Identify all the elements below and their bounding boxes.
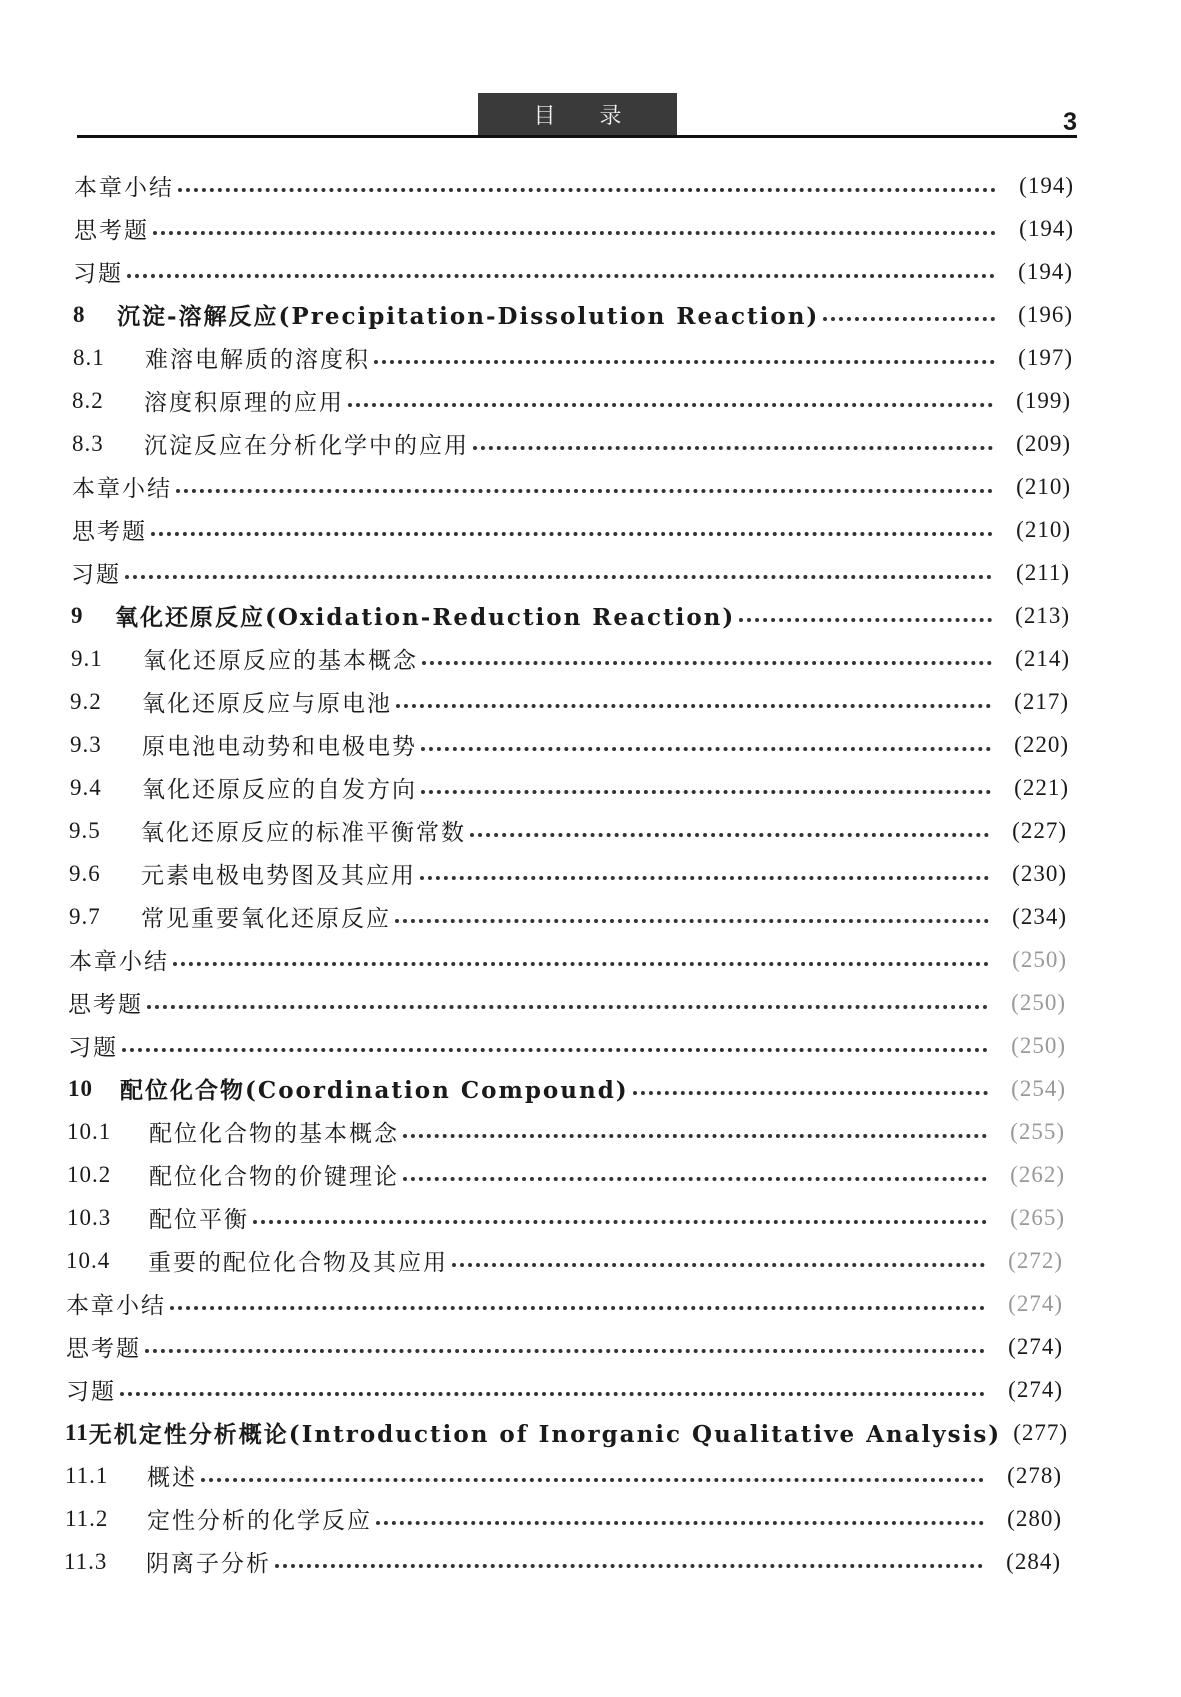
entry-number: 11 bbox=[65, 1419, 89, 1445]
dot-leader bbox=[127, 274, 995, 278]
entry-page: (250) bbox=[1011, 1032, 1066, 1058]
dot-leader bbox=[452, 1263, 985, 1267]
toc-entry[interactable] bbox=[70, 766, 1069, 809]
entry-page: (194) bbox=[1019, 172, 1074, 198]
dot-leader bbox=[633, 1091, 988, 1095]
toc-entry[interactable] bbox=[70, 723, 1069, 766]
dot-leader bbox=[120, 1392, 985, 1396]
entry-title: 无机定性分析概论(Introduction of Inorganic Qualitative Analysis) bbox=[88, 1421, 1002, 1448]
dot-leader bbox=[176, 489, 993, 493]
entry-number: 8.1 bbox=[73, 344, 105, 370]
entry-title: 沉淀反应在分析化学中的应用 bbox=[144, 433, 469, 459]
header-title-char: 目 bbox=[533, 103, 556, 129]
toc-entry[interactable] bbox=[65, 1454, 1062, 1497]
entry-title: 氧化还原反应的自发方向 bbox=[142, 777, 417, 803]
entry-page: (211) bbox=[1016, 559, 1070, 585]
entry-page: (210) bbox=[1016, 516, 1071, 542]
entry-page: (210) bbox=[1016, 473, 1071, 499]
dot-leader bbox=[348, 403, 993, 407]
entry-number: 9.7 bbox=[69, 903, 101, 929]
entry-title: 氧化还原反应的基本概念 bbox=[143, 648, 418, 674]
entry-title: 配位化合物(Coordination Compound) bbox=[120, 1077, 629, 1104]
entry-title: 元素电极电势图及其应用 bbox=[141, 863, 416, 889]
entry-title: 本章小结 bbox=[66, 1293, 166, 1319]
entry-title: 氧化还原反应的标准平衡常数 bbox=[141, 820, 466, 846]
toc-entry[interactable] bbox=[71, 594, 1070, 637]
entry-title: 思考题 bbox=[74, 218, 149, 244]
entry-title: 氧化还原反应与原电池 bbox=[142, 691, 392, 717]
dot-leader bbox=[145, 1349, 985, 1353]
entry-page: (284) bbox=[1006, 1548, 1061, 1574]
entry-page: (209) bbox=[1016, 430, 1071, 456]
toc-entry[interactable] bbox=[70, 680, 1069, 723]
dot-leader bbox=[122, 1048, 988, 1052]
toc-entry[interactable] bbox=[67, 1153, 1065, 1196]
entry-page: (220) bbox=[1014, 731, 1069, 757]
table-of-contents bbox=[64, 164, 1074, 1583]
entry-page: (213) bbox=[1015, 602, 1070, 628]
toc-entry[interactable] bbox=[73, 293, 1073, 336]
entry-page: (280) bbox=[1007, 1505, 1062, 1531]
entry-page: (250) bbox=[1011, 989, 1066, 1015]
toc-entry[interactable] bbox=[66, 1368, 1063, 1411]
dot-leader bbox=[395, 919, 989, 923]
toc-entry[interactable] bbox=[68, 981, 1066, 1024]
entry-title: 阴离子分析 bbox=[146, 1551, 271, 1577]
toc-entry[interactable] bbox=[69, 895, 1067, 938]
entry-title: 习题 bbox=[73, 261, 123, 287]
entry-title: 习题 bbox=[68, 1035, 118, 1061]
dot-leader bbox=[420, 876, 989, 880]
entry-number: 9.6 bbox=[69, 860, 101, 886]
header-rule bbox=[77, 135, 1077, 138]
toc-entry[interactable] bbox=[72, 508, 1071, 551]
entry-title: 思考题 bbox=[68, 992, 143, 1018]
entry-title: 原电池电动势和电极电势 bbox=[142, 734, 417, 760]
dot-leader bbox=[170, 1306, 985, 1310]
entry-page: (274) bbox=[1008, 1290, 1063, 1316]
toc-entry[interactable] bbox=[66, 1325, 1063, 1368]
dot-leader bbox=[422, 661, 992, 665]
entry-page: (262) bbox=[1010, 1161, 1065, 1187]
entry-page: (265) bbox=[1010, 1204, 1065, 1230]
toc-entry[interactable] bbox=[65, 1497, 1062, 1540]
entry-number: 9.2 bbox=[70, 688, 102, 714]
header-title-box bbox=[478, 93, 677, 135]
entry-page: (230) bbox=[1012, 860, 1067, 886]
entry-page: (197) bbox=[1018, 344, 1073, 370]
entry-page: (277) bbox=[1013, 1419, 1069, 1445]
entry-title: 配位平衡 bbox=[149, 1207, 249, 1233]
entry-page: (194) bbox=[1018, 258, 1073, 284]
toc-entry[interactable] bbox=[66, 1282, 1063, 1325]
dot-leader bbox=[403, 1134, 987, 1138]
entry-title: 沉淀-溶解反应(Precipitation-Dissolution Reaction) bbox=[117, 303, 820, 330]
header-title-char: 录 bbox=[599, 103, 622, 129]
entry-page: (254) bbox=[1011, 1075, 1066, 1101]
dot-leader bbox=[125, 575, 992, 579]
dot-leader bbox=[374, 360, 995, 364]
toc-entry[interactable] bbox=[67, 1110, 1065, 1153]
entry-number: 10.4 bbox=[66, 1247, 111, 1273]
toc-entry[interactable] bbox=[74, 207, 1074, 250]
dot-leader bbox=[823, 317, 995, 321]
toc-entry[interactable] bbox=[73, 336, 1073, 379]
toc-entry[interactable] bbox=[64, 1540, 1061, 1583]
entry-title: 重要的配位化合物及其应用 bbox=[148, 1250, 448, 1276]
entry-title: 溶度积原理的应用 bbox=[144, 390, 344, 416]
entry-page: (234) bbox=[1012, 903, 1067, 929]
entry-title: 习题 bbox=[66, 1379, 116, 1405]
toc-entry[interactable] bbox=[72, 465, 1071, 508]
entry-number: 10.2 bbox=[67, 1161, 112, 1187]
dot-leader bbox=[739, 618, 992, 622]
toc-entry[interactable] bbox=[69, 852, 1067, 895]
entry-number: 9.1 bbox=[71, 645, 103, 671]
dot-leader bbox=[421, 747, 991, 751]
entry-number: 11.3 bbox=[64, 1548, 108, 1574]
toc-entry[interactable] bbox=[68, 1024, 1066, 1067]
dot-leader bbox=[470, 833, 989, 837]
entry-number: 8.3 bbox=[72, 430, 104, 456]
entry-page: (221) bbox=[1014, 774, 1069, 800]
toc-entry[interactable] bbox=[67, 1196, 1065, 1239]
entry-page: (278) bbox=[1007, 1462, 1062, 1488]
entry-number: 11.1 bbox=[65, 1462, 109, 1488]
dot-leader bbox=[421, 790, 991, 794]
toc-entry[interactable] bbox=[71, 637, 1070, 680]
toc-entry[interactable] bbox=[66, 1239, 1063, 1282]
entry-title: 思考题 bbox=[72, 519, 147, 545]
dot-leader bbox=[153, 231, 996, 235]
entry-title: 本章小结 bbox=[74, 175, 174, 201]
entry-page: (250) bbox=[1012, 946, 1067, 972]
entry-page: (274) bbox=[1008, 1376, 1063, 1402]
dot-leader bbox=[275, 1564, 983, 1568]
dot-leader bbox=[396, 704, 991, 708]
toc-entry[interactable] bbox=[72, 422, 1071, 465]
entry-page: (199) bbox=[1016, 387, 1071, 413]
entry-title: 习题 bbox=[71, 562, 121, 588]
dot-leader bbox=[403, 1177, 987, 1181]
entry-title: 本章小结 bbox=[69, 949, 169, 975]
entry-page: (196) bbox=[1018, 301, 1073, 327]
dot-leader bbox=[473, 446, 993, 450]
entry-title: 概述 bbox=[147, 1465, 197, 1491]
toc-entry[interactable] bbox=[72, 379, 1071, 422]
entry-title: 配位化合物的价键理论 bbox=[149, 1164, 399, 1190]
dot-leader bbox=[376, 1521, 984, 1525]
entry-number: 10.1 bbox=[67, 1118, 112, 1144]
entry-number: 8.2 bbox=[72, 387, 104, 413]
dot-leader bbox=[147, 1005, 988, 1009]
entry-number: 10.3 bbox=[67, 1204, 112, 1230]
entry-number: 9.3 bbox=[70, 731, 102, 757]
entry-page: (272) bbox=[1008, 1247, 1063, 1273]
dot-leader bbox=[178, 188, 996, 192]
entry-title: 氧化还原反应(Oxidation-Reduction Reaction) bbox=[115, 604, 736, 631]
entry-title: 配位化合物的基本概念 bbox=[149, 1121, 399, 1147]
entry-page: (217) bbox=[1014, 688, 1069, 714]
entry-number: 11.2 bbox=[65, 1505, 109, 1531]
entry-number: 9 bbox=[71, 602, 84, 628]
page-number: 3 bbox=[1063, 108, 1077, 136]
entry-title: 难溶电解质的溶度积 bbox=[145, 347, 370, 373]
toc-entry[interactable] bbox=[69, 938, 1067, 981]
toc-entry[interactable] bbox=[68, 1067, 1066, 1110]
entry-number: 9.4 bbox=[70, 774, 102, 800]
dot-leader bbox=[151, 532, 993, 536]
dot-leader bbox=[253, 1220, 987, 1224]
entry-page: (255) bbox=[1010, 1118, 1065, 1144]
dot-leader bbox=[173, 962, 989, 966]
entry-number: 8 bbox=[73, 301, 86, 327]
dot-leader bbox=[201, 1478, 984, 1482]
entry-page: (214) bbox=[1015, 645, 1070, 671]
toc-entry[interactable] bbox=[71, 551, 1070, 594]
entry-page: (274) bbox=[1008, 1333, 1063, 1359]
toc-entry[interactable] bbox=[65, 1411, 1069, 1454]
toc-entry[interactable] bbox=[74, 164, 1074, 207]
entry-title: 常见重要氧化还原反应 bbox=[141, 906, 391, 932]
entry-page: (227) bbox=[1012, 817, 1067, 843]
entry-number: 10 bbox=[68, 1075, 93, 1101]
entry-page: (194) bbox=[1019, 215, 1074, 241]
entry-number: 9.5 bbox=[69, 817, 101, 843]
entry-title: 思考题 bbox=[66, 1336, 141, 1362]
entry-title: 定性分析的化学反应 bbox=[147, 1508, 372, 1534]
entry-title: 本章小结 bbox=[72, 476, 172, 502]
toc-entry[interactable] bbox=[73, 250, 1073, 293]
toc-entry[interactable] bbox=[69, 809, 1067, 852]
